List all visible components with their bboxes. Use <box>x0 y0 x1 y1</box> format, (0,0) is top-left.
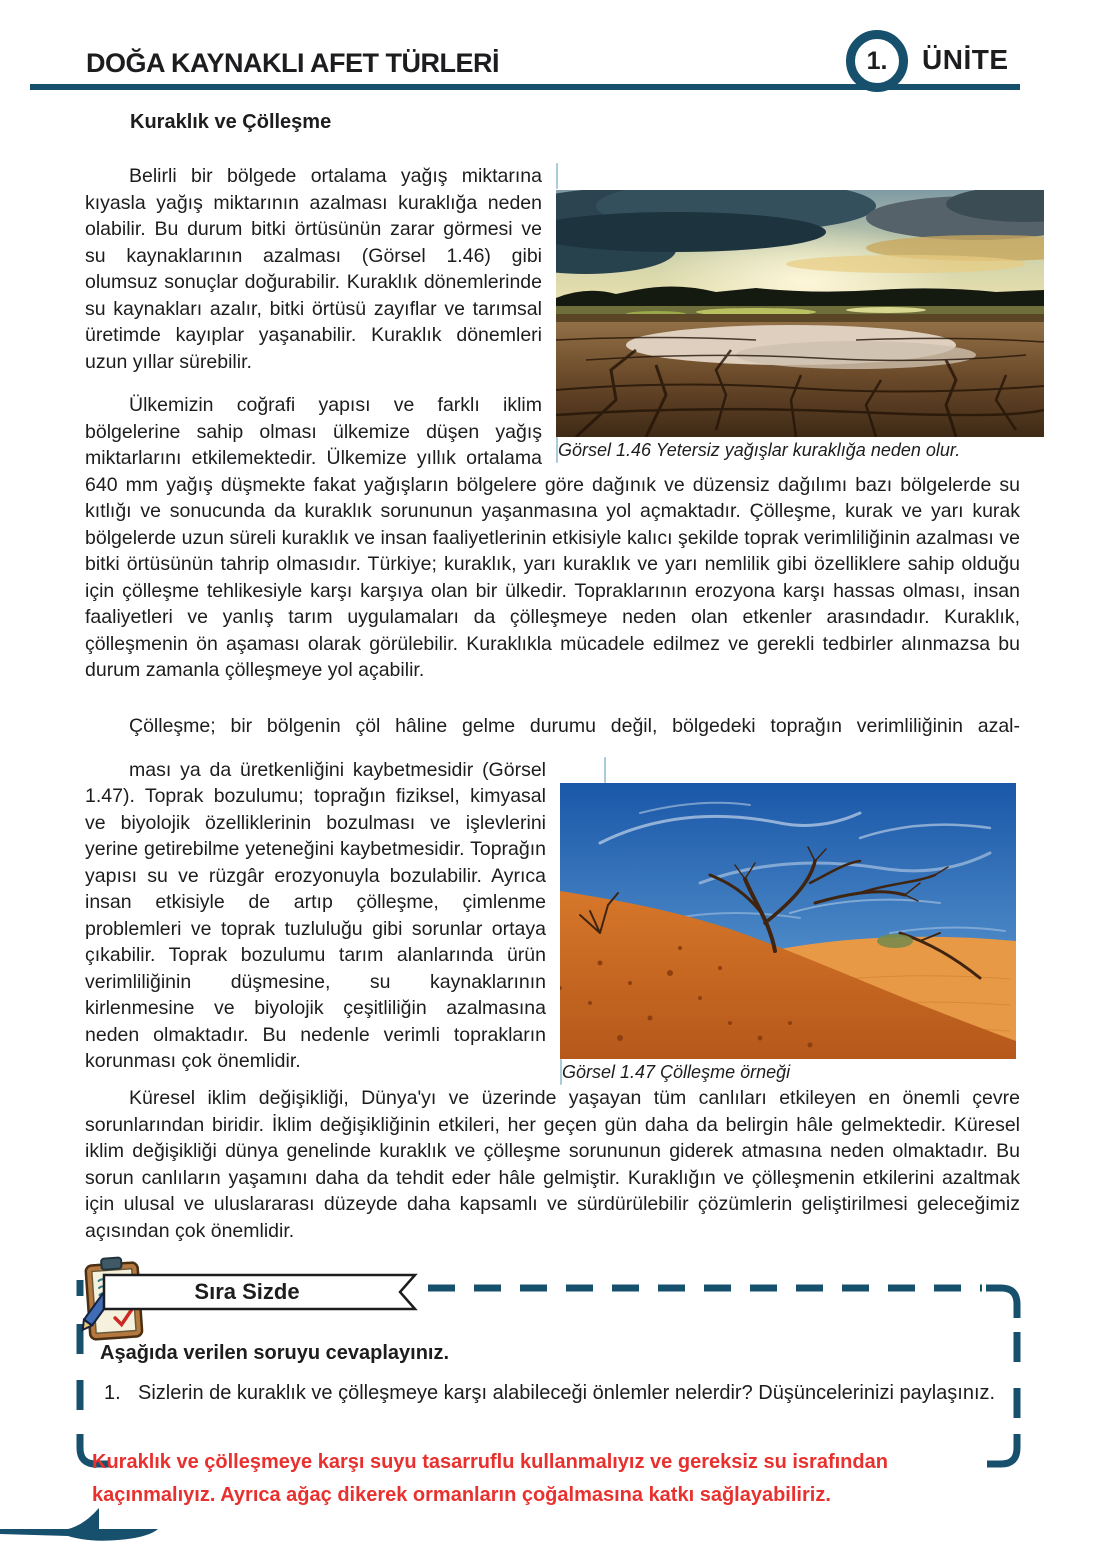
activity-instruction: Aşağıda verilen soruyu cevaplayınız. <box>100 1342 450 1364</box>
paragraph-1: Belirli bir bölgede ortalama yağış miktarına kıyasla yağış miktarının azalması kuraklığa neden olabilir. Bu durum bitki örtüsünün zarar görmesi ve su kaynaklarının azalması (Görsel 1.46) gibi olumsuz sonuçlar doğurabilir. Kuraklık dönemlerinde su kaynakları azalır, bitki örtüsü zayıflar ve tarımsal üretimde kayıplar yaşanabilir. Kuraklık dönemleri uzun yıllar sürebilir. <box>85 165 542 373</box>
paragraph-3-lead: Çölleşme; bir bölgenin çöl hâline gelme durumu değil, bölgedeki toprağın verimliliğinin azal- <box>129 715 1020 737</box>
figure-1-46 <box>556 163 1048 463</box>
figure-caption: Görsel 1.46 Yetersiz yağışlar kuraklığa neden olur. <box>558 439 961 460</box>
paragraph-4: Küresel iklim değişikliği, Dünya'yı ve üzerinde yaşayan tüm canlıları etkileyen en önemli çevre sorunlarından biridir. İklim değişikliğinin etkileri, her geçen gün daha da belirgin hâle gelmektedir. Küresel iklim değişikliği dünya genelinde kuraklık ve çölleşme sorununun giderek atmasına neden olmaktadır. Bu sorun canlıların yaşamını daha da tehdit eder hâle gelmiştir. Kuraklığın ve çölleşmenin etkilerini azaltmak için ulusal ve uluslararası düzeyde daha kapsamlı ve sürdürülebilir çözümlerin geliştirilmesi geleceğimiz açısından çok önemlidir. <box>85 1087 1020 1242</box>
unit-number-badge: 1. <box>846 30 908 92</box>
sira-sizde-label: Sıra Sizde <box>194 1279 300 1304</box>
text-block-3 <box>85 713 1020 1092</box>
figure-caption: Görsel 1.47 Çölleşme örneği <box>562 1062 791 1082</box>
section-title: Kuraklık ve Çölleşme <box>130 111 332 133</box>
paragraph-3-rest-wrap <box>85 757 1020 1082</box>
paragraph-2: Ülkemizin coğrafi yapısı ve farklı iklim bölgelerine sahip olması ülkemize düşen yağış miktarlarını etkilemektedir. Ülkemize yıllık ortalama 640 mm yağış düşmekte fakat yağışların bölgelere göre dağınık ve düzensiz dağılımı bazı bölgelerde su kıtlığı ve sonucunda da kuraklık sorununun yaşanmasına yol açmaktadır. Çölleşme, kurak ve yarı kurak bölgelerde uzun süreli kuraklık ve insan faaliyetlerinin etkisiyle kalıcı şekilde toprak verimliliğinin azalması ve bitki örtüsünün tahrip olmasıdır. Türkiye; kuraklık, yarı kuraklık ve yarı nemlilik gibi özelliklere sahip olduğu için çölleşme tehlikesiyle karşı karşıya olan bir ülkedir. Topraklarının erozyona karşı hassas olması, insan faaliyetleri ve yanlış tarım uygulamaları da çölleşmeye neden olan etkenler arasındadır. Kuraklık, çölleşmenin ön aşaması olarak görülebilir. Kuraklıkla mücadele edilmez ve gerekli tedbirler alınmazsa bu durum zamanla çölleşmeye yol açabilir. <box>85 394 1020 681</box>
footer-swoosh <box>0 1505 240 1559</box>
question-text: Sizlerin de kuraklık ve çölleşmeye karşı alabileceği önlemler nelerdir? Düşüncelerinizi paylaşınız. <box>138 1382 996 1404</box>
paragraph-3-rest: ması ya da üretkenliğini kaybetmesidir (Görsel 1.47). Toprak bozulumu; toprağın fiziksel, kimyasal ve biyolojik özelliklerinin bozulması ve işlevlerini yerine getirebilme yeteneğini kaybetmesidir. Toprağın yapısı su ve rüzgâr erozyonuyla bozulabilir. Ayrıca insan etkisiyle de artıp çölleşme, çimlenme problemleri ve toprak tuzluluğu gibi sorunlar ortaya çıkabilir. Toprak bozulumu tarım alanlarında ürün verimliliğinin düşmesine, su kaynaklarının kirlenmesine ve biyolojik çeşitliliğin azalmasına neden olmaktadır. Bu nedenle verimli toprakların korunması çok önemlidir. <box>85 758 546 1072</box>
figure-1-47 <box>560 757 1020 1086</box>
unit-label: ÜNİTE <box>922 44 1009 75</box>
page-title: DOĞA KAYNAKLI AFET TÜRLERİ <box>86 48 500 78</box>
sira-sizde-box <box>60 1262 1045 1542</box>
question-number: 1. <box>104 1382 121 1404</box>
handwritten-answer: Kuraklık ve çölleşmeye karşı suyu tasarruflu kullanmalıyız ve gereksiz su israfından kaçınmalıyız. Ayrıca ağaç dikerek ormanların çoğalmasına katkı sağlayabiliriz. <box>92 1451 888 1506</box>
drought-photo <box>556 163 1048 463</box>
text-block-4 <box>85 1085 1020 1244</box>
text-block-1 <box>85 163 1020 684</box>
question-row <box>104 1379 1014 1408</box>
desertification-photo <box>560 757 1020 1086</box>
